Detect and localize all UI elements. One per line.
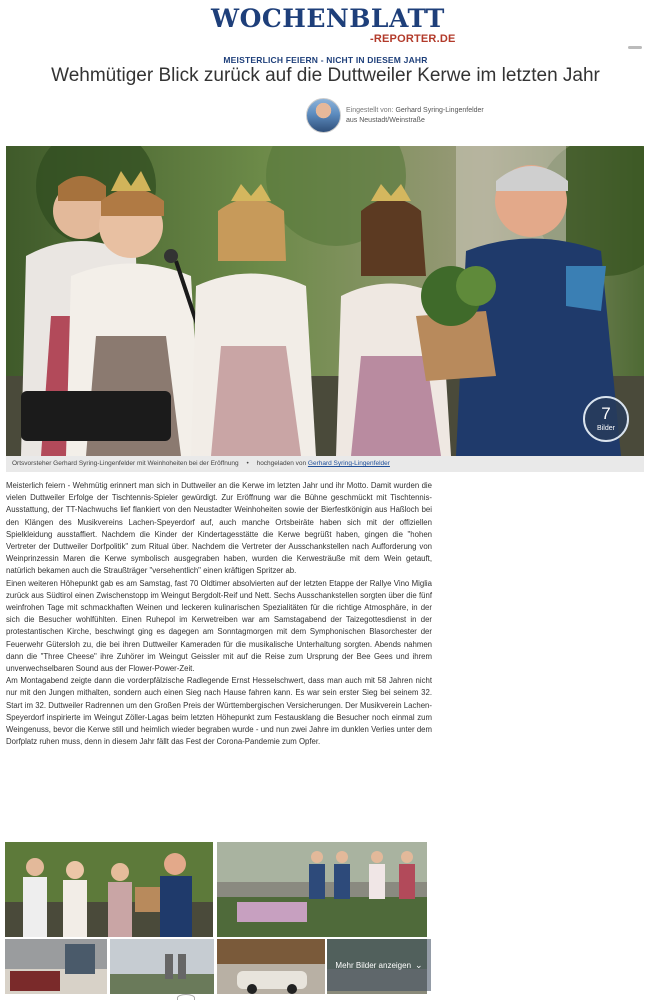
caption-separator: • xyxy=(246,460,249,467)
paragraph: Am Montagabend zeigte dann die vorderpfälzische Radlegende Ernst Hesselschwert, dass man auch mit 58 Jahren nicht nur mit den Jungen mithalten, sondern auch einen Sieg nach Hause fahren kann. Es war sein erster Sieg bei seinem 32. Start im 32. Duttweiler Radrennen um den Großen Preis der Württembergischen Versicherungen. Der Musikverein Lachen-Speyerdorf inspirierte im Weingut Zöller-Lagas beim letzten Höhepunkt zum Festausklang die Besucher noch einmal zum Weingenuss, bevor die Kerwe still und heimlich wieder begraben wurde - und nun zwei Jahre im dunklen Verlies unter dem Dorfplatz ruhen muss, denn in diesem Jahr fällt das Fest der Corona-Pandemie zum Opfer. xyxy=(6,676,432,747)
image-count-label: Bilder xyxy=(597,425,615,432)
scroll-top-button[interactable] xyxy=(177,994,195,1000)
chevron-down-icon: ⌄ xyxy=(415,959,423,970)
hero-image[interactable] xyxy=(6,146,644,456)
menu-icon[interactable] xyxy=(628,46,642,49)
image-count-badge[interactable] xyxy=(583,396,629,442)
article-body xyxy=(6,480,432,748)
author-location: aus Neustadt/Weinstraße xyxy=(346,117,425,124)
article-kicker: MEISTERLICH FEIERN - NICHT IN DIESEM JAHR xyxy=(223,55,428,65)
caption-text: Ortsvorsteher Gerhard Syring-Lingenfelder mit Weinhoheiten bei der Eröffnung xyxy=(12,460,239,467)
image-caption xyxy=(6,456,644,472)
image-count: 7 xyxy=(601,404,611,423)
site-logo[interactable]: WOCHENBLATT xyxy=(211,4,445,33)
uploaded-by-link[interactable]: Gerhard Syring-Lingenfelder xyxy=(307,460,390,467)
gallery-thumb[interactable] xyxy=(110,939,214,994)
article-title: Wehmütiger Blick zurück auf die Duttweiler Kerwe im letzten Jahr xyxy=(51,65,600,86)
author-info xyxy=(346,106,546,126)
gallery-thumb[interactable] xyxy=(217,842,427,937)
gallery-thumb[interactable] xyxy=(217,939,325,994)
uploaded-label: hochgeladen von xyxy=(256,460,307,467)
avatar[interactable] xyxy=(306,98,341,133)
site-logo-sub[interactable]: -REPORTER.DE xyxy=(370,33,456,45)
gallery-thumb[interactable] xyxy=(5,842,213,937)
more-images-button[interactable] xyxy=(327,939,431,991)
author-label: Eingestellt von: xyxy=(346,107,394,114)
gallery-thumb[interactable] xyxy=(5,939,107,994)
site-header xyxy=(0,0,651,52)
more-images-label: Mehr Bilder anzeigen xyxy=(335,960,412,970)
image-gallery xyxy=(5,842,427,994)
author-name[interactable]: Gerhard Syring-Lingenfelder xyxy=(395,107,484,114)
paragraph: Meisterlich feiern - Wehmütig erinnert man sich in Duttweiler an die Kerwe im letzten Jahr und ihr Motto. Damit wurden die vielen Duttweiler Erfolge der Tischtennis-Spieler gewürdigt. Zur Eröffnung war die Bühne geschmückt mit Tischtennis-Ausstattung, der TT-Nachwuchs lief flankiert von den Neustadter Weinhoheiten sowie der Bierfestkönigin aus Haßloch bei den Klängen des Musikvereins Lachen-Speyerdorf auf, auch manche Ortsbeiräte haben sich mit der offiziellen Spielkleidung ausstaffiert. Nachdem die Kinder der Kindertagesstätte die Kerwe begrüßt haben, gingen die "hohen Vertreter der Duttweiler Dorfpolitik" zum Ritual über. Nachdem die Vertreter der Ausschankstellen nach Aufforderung von Weinprinzessin Maren die Kerwe symbolisch ausgegraben haben, wurden die Kerwesträuße mit dem Wein getauft, natürlich bekamen auch die Straußträger "versehentlich" einen kräftigen Spritzer ab. xyxy=(6,481,432,576)
paragraph: Einen weiteren Höhepunkt gab es am Samstag, fast 70 Oldtimer absolvierten auf der letzten Etappe der Rallye Vino Miglia zurück aus Südtirol einen Zwischenstopp im Weingut Bergdolt-Reif und Nett. Sechs Ausschankstellen sorgten über die fünf weinfrohen Tage mit schmackhaften Weinen und leckeren kulinarischen Spezialitäten für die richtige Atmosphäre, in der sich die Besucher wohlfühlten. Einen Ruhepol im Kerwetreiben war am Samstagabend der Taizegottesdienst in der protestantischen Kirche, beschwingt ging es dagegen am Sonntagmorgen mit dem Symphonischen Blasorchester der Feuerwehr Gütersloh zu, die bei ihren Duttweiler Kameraden für die musikalische Unterhaltung sorgten. Abends nahmen dann die "Three Cheese" ihre Zuhörer im Weingut Geissler mit auf die Reise zum Ursprung der Bee Gees und ihrem unverwechselbaren Sound aus der Flower-Power-Zeit. xyxy=(6,578,432,674)
